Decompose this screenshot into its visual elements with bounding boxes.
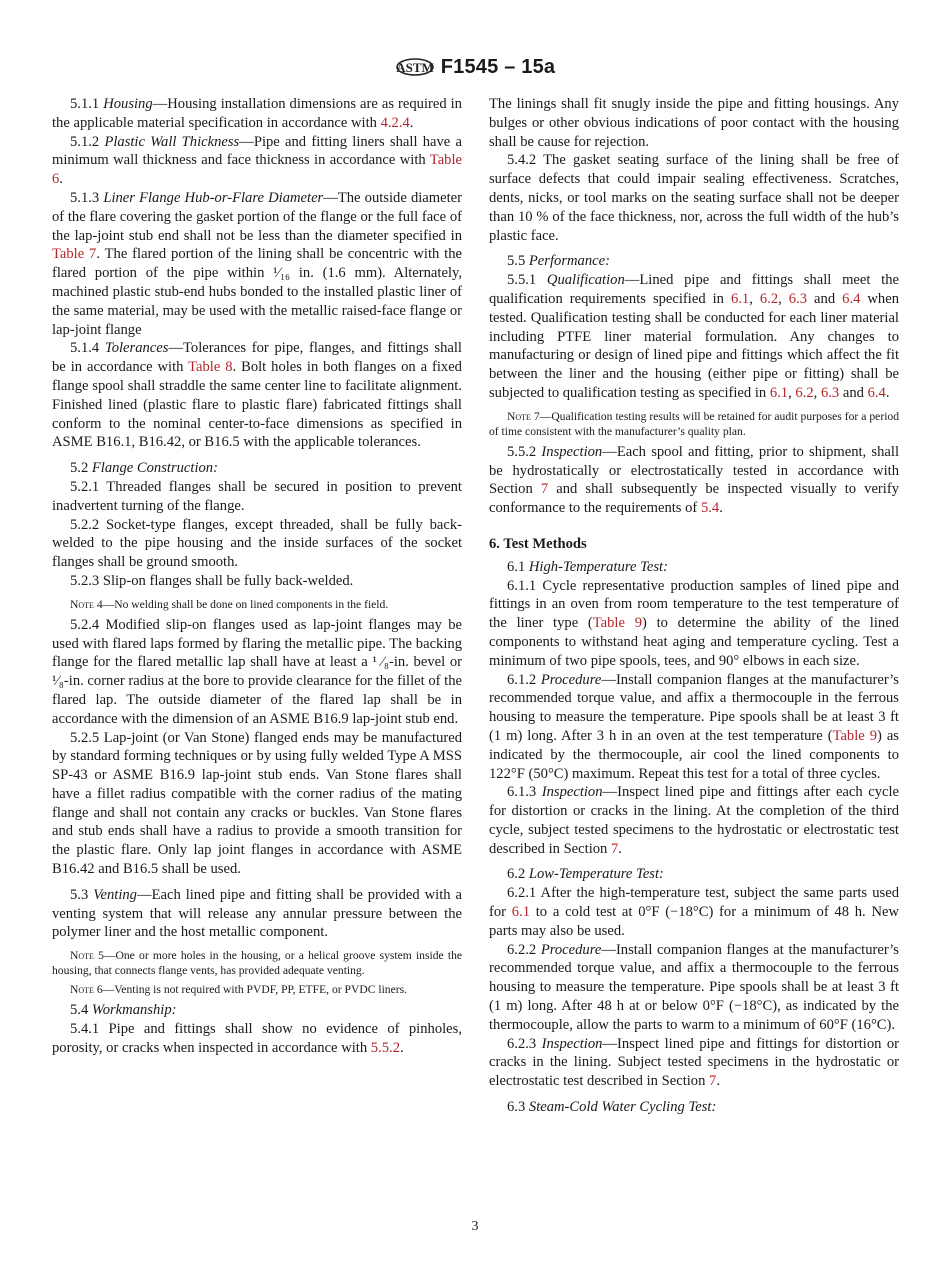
- paragraph: 6.3 Steam-Cold Water Cycling Test:: [507, 1099, 717, 1116]
- paragraph: 5.1.4 Tolerances—Tolerances for pipe, flanges, and fittings shall be in accordance with Table 8. Bolt holes in both flanges on a fixed flange spool shall straddle the same center line to facilitate alignment. Finished lined (plastic flare to plastic flare) fabricated fittings shall conform to the nominal center-to-face dimensions as specified in ASME B16.1, B16.42, or B16.5 with the applicable tolerances.: [52, 340, 462, 451]
- cross-reference-link[interactable]: Table 8: [188, 359, 233, 376]
- cross-reference-link[interactable]: 7: [709, 1073, 717, 1090]
- paragraph: 5.4.2 The gasket seating surface of the lining shall be free of surface defects that could impair sealing effectiveness. Scratches, dents, nicks, or tool marks on the seating surface shall not be deeper than 10 % of the face thickness, nor, across the full width of the hub’s plastic face.: [489, 152, 899, 244]
- italic-term: Housing: [103, 96, 153, 112]
- paragraph: 5.4.1 Pipe and fittings shall show no evidence of pinholes, porosity, or cracks when inspected in accordance with 5.5.2.: [52, 1021, 462, 1056]
- note-paragraph: Note 6—Venting is not required with PVDF, PP, ETFE, or PVDC liners.: [70, 983, 408, 997]
- cross-reference-link[interactable]: Table 7: [52, 246, 97, 263]
- paragraph: 5.2.5 Lap-joint (or Van Stone) flanged ends may be manufactured by standard forming techniques or by using fully welded Type A MSS SP-43 or ASME B16.9 lap-joint stub ends. Van Stone flares shall have a fillet radius compatible with the corner radius of the mating flange and shall not contain any cracks or buckles. Van Stone flares and stub ends shall have a radius to provide a smooth transition for the plastic flare. Only lap joint flanges in accordance with ASME B16.42 and B16.5 shall be used.: [52, 729, 462, 878]
- paragraph: 6.1.1 Cycle representative production samples of lined pipe and fittings in an oven from room temperature to the test temperature of the liner type (Table 9) to determine the ability of the lined components to withstand heat aging and temperature cycling. Test a minimum of two pipe spools, tees, and 90° elbows in each size.: [489, 577, 899, 669]
- paragraph: 6.2.1 After the high-temperature test, subject the same parts used for 6.1 to a cold test at 0°F (−18°C) for a minimum of 48 h. New parts may also be used.: [489, 885, 899, 939]
- note-label: Note 5: [70, 949, 104, 963]
- note-label: Note 4: [70, 597, 103, 611]
- italic-term: Inspection: [541, 443, 603, 460]
- italic-term: High-Temperature Test:: [528, 558, 668, 575]
- paragraph: 5.5.1 Qualification—Lined pipe and fittings shall meet the qualification requirements specified in 6.1, 6.2, 6.3 and 6.4 when tested. Qualification testing shall be conducted for each liner material including PTFE liner material formulation. Any changes to manufacturing or design of lined pipe and fittings which affect the fit between the liner and the housing (either pipe or fitting) shall be subjected to qualification testing as specified in 6.1, 6.2, 6.3 and 6.4.: [489, 272, 900, 401]
- paragraph: 5.5 Performance:: [507, 253, 610, 270]
- cross-reference-link[interactable]: 6.2: [795, 384, 814, 401]
- cross-reference-link[interactable]: 6.2: [759, 290, 779, 307]
- note-paragraph: Note 7—Qualification testing results will be retained for audit purposes for a period of time consistent with the manufacturer’s quality plan.: [489, 409, 900, 438]
- italic-term: Qualification: [546, 272, 625, 289]
- cross-reference-link[interactable]: 6.3: [820, 384, 840, 401]
- section-heading: 6. Test Methods: [489, 535, 587, 552]
- paragraph: 5.2.3 Slip-on flanges shall be fully back-welded.: [70, 572, 354, 589]
- cross-reference-link[interactable]: 5.4: [700, 500, 720, 517]
- cross-reference-link[interactable]: 6.1: [769, 384, 789, 401]
- paragraph: 6.2.3 Inspection—Inspect lined pipe and fittings for distortion or cracks in the lining. Subject tested specimens in the hydrostatic or electrostatic test described in Section 7.: [489, 1035, 899, 1090]
- paragraph: 5.1.2 Plastic Wall Thickness—Pipe and fitting liners shall have a minimum wall thickness and face thickness in accordance with Table 6.: [52, 133, 463, 188]
- paragraph: 6.1.3 Inspection—Inspect lined pipe and fittings after each cycle for distortion or cracks in the lining. At the completion of the third cycle, subject tested specimens to the hydrostatic or electrostatic test described in Section 7.: [489, 784, 899, 857]
- note-label: Note 6: [70, 983, 103, 997]
- italic-term: Liner Flange Hub-or-Flare Diameter: [103, 189, 324, 206]
- right-column: [489, 95, 899, 1117]
- left-column: [52, 95, 462, 1058]
- note-paragraph: Note 4—No welding shall be done on lined components in the field.: [70, 597, 389, 611]
- cross-reference-link[interactable]: 6.4: [867, 384, 886, 401]
- italic-term: Procedure: [540, 671, 602, 688]
- italic-term: Steam-Cold Water Cycling Test:: [528, 1099, 717, 1116]
- italic-term: Inspection: [541, 1035, 603, 1052]
- astm-logo-icon: [395, 52, 435, 82]
- cross-reference-link[interactable]: 6.1: [511, 904, 531, 921]
- cross-reference-link[interactable]: 6.3: [788, 290, 808, 307]
- italic-term: Low-Temperature Test:: [528, 866, 664, 883]
- cross-reference-link[interactable]: Table 9: [832, 727, 878, 744]
- paragraph: 6.2.2 Procedure—Install companion flanges at the manufacturer’s recommended torque value, and affix a thermocouple to the ferrous housing to measure the temperature. Pipe spools shall be at least 3 ft (1 m) long. After 48 h at or below 0°F (−18°C), as indicated by the thermocouple, allow the parts to warm to a minimum of 60°F (16°C).: [489, 941, 899, 1033]
- italic-term: Flange Construction:: [91, 460, 218, 477]
- cross-reference-link[interactable]: 6.4: [842, 290, 861, 307]
- italic-term: Plastic Wall Thickness: [104, 133, 240, 150]
- italic-term: Venting: [93, 886, 137, 903]
- paragraph: The linings shall fit snugly inside the pipe and fitting housings. Any bulges or other obvious indications of poor contact with the housing shall be cause for rejection.: [489, 96, 899, 150]
- paragraph: 5.5.2 Inspection—Each spool and fitting, prior to shipment, shall be hydrostatically or electrostatically tested in accordance with Section 7 and shall subsequently be inspected visually to verify conformance to the requirements of 5.4.: [489, 443, 899, 517]
- italic-term: Performance:: [528, 253, 610, 270]
- cross-reference-link[interactable]: 6.1: [730, 290, 750, 307]
- cross-reference-link[interactable]: 7: [540, 481, 549, 498]
- paragraph: 5.1.3 Liner Flange Hub-or-Flare Diameter—The outside diameter of the flare covering the gasket portion of the flange or the full face of the lap-joint stub end shall not be less than the diameter specified in Table 7. The flared portion of the lining shall be concentric with the flared portion of the pipe within ¹⁄₁₆ in. (1.6 mm). Alternately, machined plastic stub-end hubs bonded to the installed plastic liner of the same material, may be used with the metallic raised-face flange or lap-joint flange: [52, 189, 462, 338]
- paragraph: 5.2.2 Socket-type flanges, except threaded, shall be fully back-welded to the pipe housing and the inside surfaces of the socket flanges shall be ground smooth.: [52, 516, 462, 571]
- svg-text:ASTM: ASTM: [395, 60, 434, 75]
- page-header: [0, 52, 950, 82]
- cross-reference-link[interactable]: Table 6: [52, 152, 462, 188]
- note-paragraph: Note 5—One or more holes in the housing, or a helical groove system inside the housing, that connects flange vents, has provided adequate venting.: [52, 949, 463, 978]
- italic-term: Tolerances: [104, 340, 169, 357]
- note-label: Note 7: [507, 409, 540, 423]
- paragraph: 6.1.2 Procedure—Install companion flanges at the manufacturer’s recommended torque value, and affix a thermocouple in the ferrous housing to measure the temperature. Pipe spools shall be at least 3 ft (1 m) long. After 3 h in an oven at the test temperature (Table 9) as indicated by the thermocouple, air cool the lined components to 122°F (50°C) maximum. Repeat this test for a total of three cycles.: [489, 671, 899, 782]
- paragraph: 5.4 Workmanship:: [70, 1002, 177, 1019]
- paragraph: 5.1.1 Housing—Housing installation dimensions are as required in the applicable material specification in accordance with 4.2.4.: [52, 96, 462, 131]
- cross-reference-link[interactable]: 5.5.2: [370, 1039, 400, 1056]
- cross-reference-link[interactable]: Table 9: [592, 615, 642, 632]
- document-id: F1545 – 15a: [440, 55, 556, 78]
- cross-reference-link[interactable]: 4.2.4: [380, 114, 410, 131]
- paragraph: 5.3 Venting—Each lined pipe and fitting shall be provided with a venting system that will release any annular pressure between the polymer liner and the host metallic component.: [52, 886, 463, 941]
- paragraph: 6.2 Low-Temperature Test:: [507, 866, 664, 883]
- paragraph: 5.2.1 Threaded flanges shall be secured in position to prevent inadvertent turning of the flange.: [52, 478, 462, 514]
- italic-term: Procedure: [540, 941, 602, 958]
- italic-term: Workmanship:: [91, 1002, 177, 1019]
- paragraph: 6.1 High-Temperature Test:: [507, 558, 668, 575]
- page-number: 3: [471, 1219, 479, 1234]
- paragraph: 5.2.4 Modified slip-on flanges used as lap-joint flanges may be used with flared laps formed by flaring the metallic pipe. The backing flange for the flared metallic lap shall have at least a ¹ ⁄₈-in. bevel or ¹⁄₈-in. corner radius at the bore to provide clearance for the fillet of the flared lap. The outside diameter of the flared lap shall be in accordance with the dimension of an ASME B16.9 lap-joint stub end.: [52, 616, 462, 727]
- italic-term: Inspection: [541, 784, 603, 801]
- paragraph: 5.2 Flange Construction:: [70, 460, 218, 477]
- cross-reference-link[interactable]: 7: [611, 840, 619, 857]
